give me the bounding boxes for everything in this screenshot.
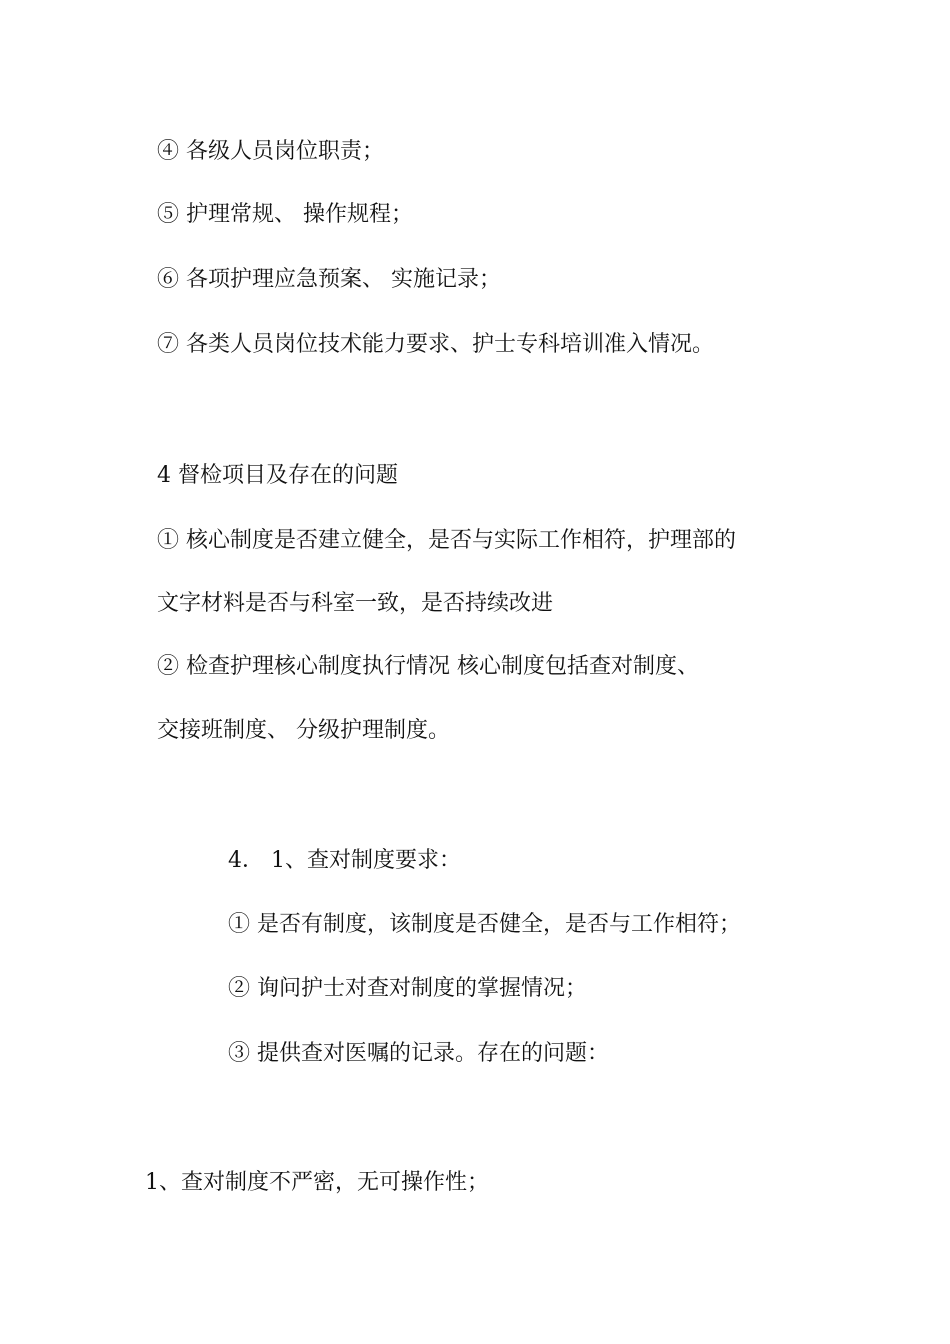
problem-item-1: 1、查对制度不严密，无可操作性； [145,1170,489,1195]
requirement-item-3: ③ 提供查对医嘱的记录。存在的问题： [228,1041,609,1066]
list-item-7: ⑦ 各类人员岗位技术能力要求、护士专科培训准入情况。 [157,332,714,357]
section-4-heading: 4 督检项目及存在的问题 [157,463,398,488]
paragraph-1-line-2: 文字材料是否与科室一致，是否持续改进 [157,591,554,616]
section-4-1-heading: 4． 1、查对制度要求： [228,848,461,873]
list-item-6: ⑥ 各项护理应急预案、 实施记录； [157,267,501,292]
paragraph-1-line-1: ① 核心制度是否建立健全，是否与实际工作相符，护理部的 [157,528,736,553]
requirement-item-1: ① 是否有制度，该制度是否健全，是否与工作相符； [228,912,741,937]
paragraph-2-line-1: ② 检查护理核心制度执行情况 核心制度包括查对制度、 [157,654,699,679]
list-item-5: ⑤ 护理常规、 操作规程； [157,202,413,227]
paragraph-2-line-2: 交接班制度、 分级护理制度。 [157,718,450,743]
list-item-4: ④ 各级人员岗位职责； [157,139,384,164]
requirement-item-2: ② 询问护士对查对制度的掌握情况； [228,976,587,1001]
